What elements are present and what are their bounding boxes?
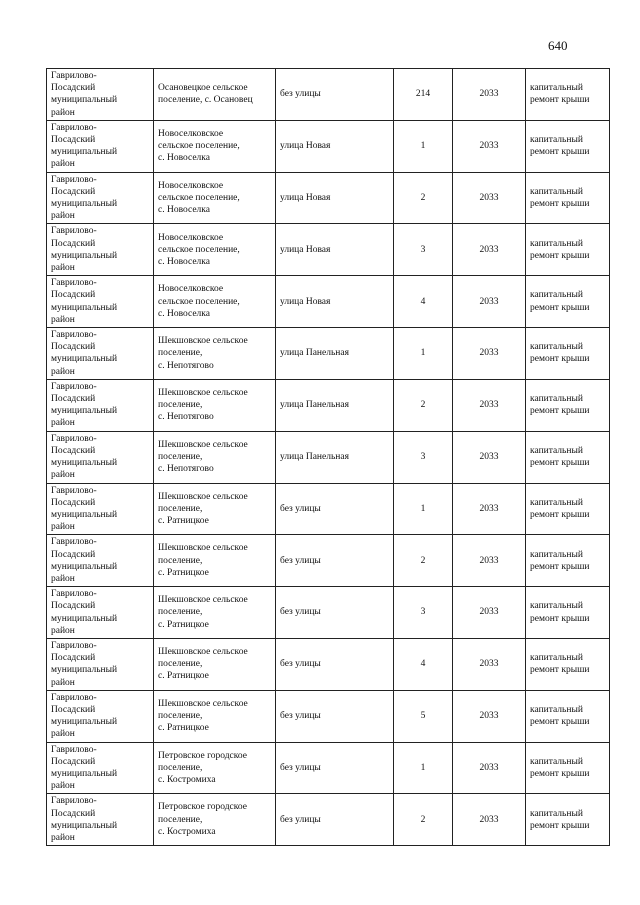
work-type-cell xyxy=(526,120,610,172)
work-type-cell-line: капитальный xyxy=(530,83,583,94)
district-cell-line: район xyxy=(51,573,75,584)
work-type-cell-line: капитальный xyxy=(530,653,583,664)
settlement-cell xyxy=(154,690,276,742)
district-cell xyxy=(47,224,154,276)
year-cell: 2033 xyxy=(453,69,526,121)
settlement-cell-line: сельское поселение, xyxy=(158,244,240,255)
settlement-cell-line: Шекшовское сельское xyxy=(158,543,248,554)
settlement-cell-line: с. Непотягово xyxy=(158,360,214,371)
district-cell-line: район xyxy=(51,314,75,325)
settlement-cell-line: поселение, xyxy=(158,607,203,618)
year-cell: 2033 xyxy=(453,328,526,380)
settlement-cell xyxy=(154,742,276,794)
district-cell-line: Гаврилово- xyxy=(51,226,97,237)
work-type-cell xyxy=(526,328,610,380)
district-cell-line: Гаврилово- xyxy=(51,796,97,807)
year-cell: 2033 xyxy=(453,483,526,535)
work-type-cell xyxy=(526,276,610,328)
settlement-cell xyxy=(154,587,276,639)
house-number-cell: 4 xyxy=(394,276,453,328)
table-row xyxy=(47,638,610,690)
street-cell: улица Панельная xyxy=(276,431,394,483)
district-cell-line: муниципальный xyxy=(51,199,118,210)
district-cell-line: район xyxy=(51,263,75,274)
district-cell-line: муниципальный xyxy=(51,613,118,624)
district-cell-line: район xyxy=(51,159,75,170)
house-number-cell: 3 xyxy=(394,587,453,639)
settlement-cell-line: Новоселковское xyxy=(158,232,224,243)
year-cell: 2033 xyxy=(453,535,526,587)
district-cell-line: район xyxy=(51,470,75,481)
work-type-cell-line: капитальный xyxy=(530,601,583,612)
settlement-cell-line: Новоселковское xyxy=(158,180,224,191)
settlement-cell xyxy=(154,276,276,328)
district-cell-line: муниципальный xyxy=(51,406,118,417)
work-type-cell xyxy=(526,535,610,587)
work-type-cell-line: ремонт крыши xyxy=(530,406,590,417)
district-cell-line: район xyxy=(51,107,75,118)
settlement-cell-line: с. Новоселка xyxy=(158,308,210,319)
work-type-cell-line: ремонт крыши xyxy=(530,768,590,779)
work-type-cell xyxy=(526,431,610,483)
settlement-cell xyxy=(154,224,276,276)
settlement-cell-line: поселение, xyxy=(158,659,203,670)
work-type-cell-line: ремонт крыши xyxy=(530,613,590,624)
settlement-cell-line: Осановецкое сельское xyxy=(158,83,248,94)
district-cell-line: Посадский xyxy=(51,445,96,456)
table-row xyxy=(47,483,610,535)
work-type-cell xyxy=(526,172,610,224)
district-cell-line: муниципальный xyxy=(51,95,118,106)
settlement-cell xyxy=(154,120,276,172)
street-cell: улица Новая xyxy=(276,276,394,328)
district-cell-line: муниципальный xyxy=(51,820,118,831)
settlement-cell-line: поселение, xyxy=(158,400,203,411)
district-cell-line: Посадский xyxy=(51,601,96,612)
street-cell: без улицы xyxy=(276,483,394,535)
work-type-cell-line: ремонт крыши xyxy=(530,199,590,210)
settlement-cell-line: Новоселковское xyxy=(158,128,224,139)
house-number-cell: 3 xyxy=(394,431,453,483)
settlement-cell-line: Шекшовское сельское xyxy=(158,439,248,450)
registry-table xyxy=(46,68,610,846)
work-type-cell-line: капитальный xyxy=(530,808,583,819)
district-cell-line: Гаврилово- xyxy=(51,589,97,600)
street-cell: без улицы xyxy=(276,742,394,794)
year-cell: 2033 xyxy=(453,379,526,431)
settlement-cell-line: с. Ратницкое xyxy=(158,723,209,734)
district-cell xyxy=(47,172,154,224)
table-row xyxy=(47,742,610,794)
house-number-cell: 4 xyxy=(394,638,453,690)
work-type-cell xyxy=(526,587,610,639)
settlement-cell-line: Петровское городское xyxy=(158,802,247,813)
settlement-cell-line: Шекшовское сельское xyxy=(158,387,248,398)
house-number-cell: 5 xyxy=(394,690,453,742)
district-cell xyxy=(47,379,154,431)
street-cell: без улицы xyxy=(276,587,394,639)
work-type-cell-line: капитальный xyxy=(530,238,583,249)
house-number-cell: 1 xyxy=(394,120,453,172)
district-cell-line: Гаврилово- xyxy=(51,744,97,755)
table-row xyxy=(47,276,610,328)
house-number-cell: 214 xyxy=(394,69,453,121)
work-type-cell-line: ремонт крыши xyxy=(530,250,590,261)
table-row xyxy=(47,328,610,380)
year-cell: 2033 xyxy=(453,638,526,690)
work-type-cell-line: ремонт крыши xyxy=(530,354,590,365)
district-cell-line: Посадский xyxy=(51,808,96,819)
district-cell-line: Гаврилово- xyxy=(51,485,97,496)
work-type-cell-line: капитальный xyxy=(530,497,583,508)
settlement-cell xyxy=(154,379,276,431)
district-cell-line: район xyxy=(51,211,75,222)
house-number-cell: 2 xyxy=(394,172,453,224)
district-cell-line: муниципальный xyxy=(51,354,118,365)
district-cell-line: Посадский xyxy=(51,549,96,560)
settlement-cell-line: с. Костромиха xyxy=(158,775,216,786)
district-cell-line: Гаврилово- xyxy=(51,381,97,392)
settlement-cell-line: с. Ратницкое xyxy=(158,567,209,578)
settlement-cell-line: с. Непотягово xyxy=(158,412,214,423)
settlement-cell-line: Петровское городское xyxy=(158,750,247,761)
settlement-cell-line: Новоселковское xyxy=(158,284,224,295)
settlement-cell-line: с. Новоселка xyxy=(158,153,210,164)
year-cell: 2033 xyxy=(453,431,526,483)
district-cell xyxy=(47,483,154,535)
district-cell xyxy=(47,587,154,639)
district-cell-line: Посадский xyxy=(51,756,96,767)
district-cell-line: Посадский xyxy=(51,394,96,405)
table-row xyxy=(47,535,610,587)
district-cell-line: Гаврилово- xyxy=(51,330,97,341)
settlement-cell xyxy=(154,638,276,690)
settlement-cell-line: с. Новоселка xyxy=(158,205,210,216)
settlement-cell xyxy=(154,172,276,224)
work-type-cell-line: ремонт крыши xyxy=(530,820,590,831)
district-cell xyxy=(47,120,154,172)
district-cell-line: муниципальный xyxy=(51,665,118,676)
street-cell: без улицы xyxy=(276,69,394,121)
settlement-cell-line: сельское поселение, xyxy=(158,296,240,307)
page-number: 640 xyxy=(548,38,568,53)
work-type-cell-line: ремонт крыши xyxy=(530,561,590,572)
district-cell xyxy=(47,742,154,794)
year-cell: 2033 xyxy=(453,120,526,172)
street-cell: без улицы xyxy=(276,690,394,742)
work-type-cell-line: капитальный xyxy=(530,394,583,405)
settlement-cell-line: с. Ратницкое xyxy=(158,516,209,526)
house-number-cell: 3 xyxy=(394,224,453,276)
work-type-cell xyxy=(526,638,610,690)
settlement-cell-line: поселение, xyxy=(158,814,203,825)
district-cell-line: муниципальный xyxy=(51,250,118,261)
district-cell-line: район xyxy=(51,729,75,740)
work-type-cell-line: капитальный xyxy=(530,704,583,715)
settlement-cell-line: с. Новоселка xyxy=(158,256,210,267)
table-row xyxy=(47,224,610,276)
district-cell-line: Посадский xyxy=(51,704,96,715)
settlement-cell-line: Шекшовское сельское xyxy=(158,698,248,709)
settlement-cell-line: с. Непотягово xyxy=(158,464,214,475)
year-cell: 2033 xyxy=(453,742,526,794)
district-cell-line: Посадский xyxy=(51,290,96,301)
work-type-cell xyxy=(526,483,610,535)
work-type-cell xyxy=(526,379,610,431)
year-cell: 2033 xyxy=(453,172,526,224)
district-cell-line: Посадский xyxy=(51,135,96,146)
street-cell: улица Панельная xyxy=(276,379,394,431)
work-type-cell-line: капитальный xyxy=(530,342,583,353)
settlement-cell-line: поселение, xyxy=(158,711,203,722)
street-cell: улица Новая xyxy=(276,120,394,172)
work-type-cell-line: ремонт крыши xyxy=(530,458,590,469)
settlement-cell-line: с. Ратницкое xyxy=(158,671,209,682)
district-cell-line: Гаврилово- xyxy=(51,71,97,81)
district-cell-line: Гаврилово- xyxy=(51,174,97,185)
settlement-cell-line: поселение, с. Осановец xyxy=(158,95,253,106)
table-body xyxy=(47,69,610,846)
district-cell-line: муниципальный xyxy=(51,561,118,572)
settlement-cell-line: с. Костромиха xyxy=(158,826,216,837)
settlement-cell-line: Шекшовское сельское xyxy=(158,647,248,658)
settlement-cell-line: сельское поселение, xyxy=(158,141,240,152)
work-type-cell xyxy=(526,69,610,121)
house-number-cell: 1 xyxy=(394,742,453,794)
district-cell-line: Посадский xyxy=(51,238,96,249)
district-cell-line: Посадский xyxy=(51,342,96,353)
settlement-cell xyxy=(154,69,276,121)
table-row xyxy=(47,172,610,224)
district-cell-line: Посадский xyxy=(51,653,96,664)
work-type-cell-line: капитальный xyxy=(530,186,583,197)
table-row xyxy=(47,587,610,639)
work-type-cell-line: ремонт крыши xyxy=(530,302,590,313)
work-type-cell-line: ремонт крыши xyxy=(530,665,590,676)
table-row xyxy=(47,431,610,483)
district-cell-line: Гаврилово- xyxy=(51,537,97,548)
district-cell xyxy=(47,794,154,846)
house-number-cell: 2 xyxy=(394,379,453,431)
district-cell-line: муниципальный xyxy=(51,147,118,158)
district-cell xyxy=(47,535,154,587)
street-cell: без улицы xyxy=(276,638,394,690)
district-cell-line: район xyxy=(51,677,75,688)
settlement-cell-line: сельское поселение, xyxy=(158,192,240,203)
year-cell: 2033 xyxy=(453,587,526,639)
work-type-cell-line: капитальный xyxy=(530,756,583,767)
street-cell: без улицы xyxy=(276,794,394,846)
district-cell xyxy=(47,69,154,121)
settlement-cell xyxy=(154,794,276,846)
work-type-cell xyxy=(526,224,610,276)
settlement-cell-line: Шекшовское сельское xyxy=(158,491,248,502)
settlement-cell xyxy=(154,535,276,587)
settlement-cell-line: поселение, xyxy=(158,555,203,566)
district-cell xyxy=(47,328,154,380)
district-cell xyxy=(47,638,154,690)
settlement-cell xyxy=(154,483,276,535)
work-type-cell xyxy=(526,742,610,794)
district-cell xyxy=(47,690,154,742)
district-cell-line: район xyxy=(51,522,75,533)
district-cell xyxy=(47,276,154,328)
house-number-cell: 2 xyxy=(394,535,453,587)
street-cell: улица Новая xyxy=(276,172,394,224)
district-cell-line: район xyxy=(51,366,75,377)
settlement-cell xyxy=(154,431,276,483)
work-type-cell-line: капитальный xyxy=(530,135,583,146)
district-cell-line: муниципальный xyxy=(51,509,118,520)
table-row xyxy=(47,69,610,121)
district-cell xyxy=(47,431,154,483)
house-number-cell: 1 xyxy=(394,328,453,380)
settlement-cell-line: поселение, xyxy=(158,503,203,514)
settlement-cell-line: с. Ратницкое xyxy=(158,619,209,630)
table-row xyxy=(47,690,610,742)
table-row xyxy=(47,120,610,172)
work-type-cell-line: ремонт крыши xyxy=(530,147,590,158)
street-cell: без улицы xyxy=(276,535,394,587)
district-cell-line: Посадский xyxy=(51,186,96,197)
settlement-cell xyxy=(154,328,276,380)
settlement-cell-line: Шекшовское сельское xyxy=(158,595,248,606)
district-cell-line: Гаврилово- xyxy=(51,640,97,651)
year-cell: 2033 xyxy=(453,276,526,328)
street-cell: улица Новая xyxy=(276,224,394,276)
district-cell-line: Гаврилово- xyxy=(51,278,97,289)
work-type-cell-line: капитальный xyxy=(530,549,583,560)
work-type-cell-line: ремонт крыши xyxy=(530,95,590,106)
work-type-cell-line: ремонт крыши xyxy=(530,717,590,728)
year-cell: 2033 xyxy=(453,794,526,846)
table-row xyxy=(47,379,610,431)
district-cell-line: район xyxy=(51,625,75,636)
district-cell-line: Гаврилово- xyxy=(51,692,97,703)
year-cell: 2033 xyxy=(453,224,526,276)
settlement-cell-line: Шекшовское сельское xyxy=(158,336,248,347)
street-cell: улица Панельная xyxy=(276,328,394,380)
district-cell-line: муниципальный xyxy=(51,458,118,469)
district-cell-line: муниципальный xyxy=(51,717,118,728)
house-number-cell: 1 xyxy=(394,483,453,535)
work-type-cell-line: ремонт крыши xyxy=(530,509,590,520)
settlement-cell-line: поселение, xyxy=(158,348,203,359)
district-cell-line: район xyxy=(51,781,75,792)
district-cell-line: муниципальный xyxy=(51,302,118,313)
district-cell-line: Посадский xyxy=(51,497,96,508)
work-type-cell-line: капитальный xyxy=(530,290,583,301)
work-type-cell xyxy=(526,794,610,846)
work-type-cell xyxy=(526,690,610,742)
settlement-cell-line: поселение, xyxy=(158,762,203,773)
year-cell: 2033 xyxy=(453,690,526,742)
district-cell-line: район xyxy=(51,832,75,843)
district-cell-line: Гаврилово- xyxy=(51,122,97,133)
district-cell-line: Посадский xyxy=(51,83,96,94)
district-cell-line: Гаврилово- xyxy=(51,433,97,444)
settlement-cell-line: поселение, xyxy=(158,451,203,462)
work-type-cell-line: капитальный xyxy=(530,445,583,456)
district-cell-line: район xyxy=(51,418,75,429)
table-row xyxy=(47,794,610,846)
house-number-cell: 2 xyxy=(394,794,453,846)
district-cell-line: муниципальный xyxy=(51,768,118,779)
